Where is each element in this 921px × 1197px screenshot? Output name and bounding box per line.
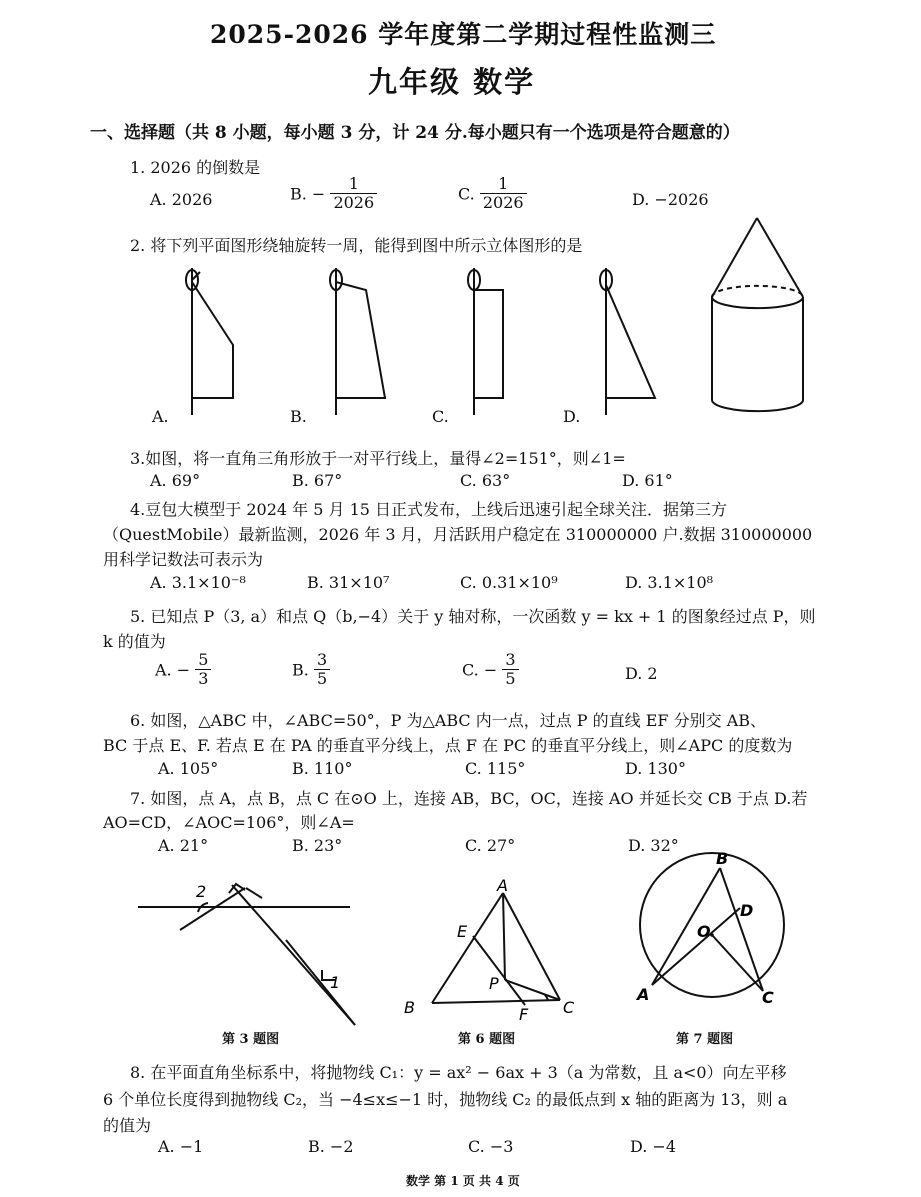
q6-line-2: BC 于点 E、F. 若点 E 在 PA 的垂直平分线上，点 F 在 PC 的垂直平分线上，则∠APC 的度数为 bbox=[103, 736, 793, 755]
q6-line-1: 6. 如图，△ABC 中，∠ABC=50°，P 为△ABC 内一点，过点 P 的直线 EF 分别交 AB、 bbox=[130, 711, 767, 730]
q7-line-1: 7. 如图，点 A，点 B，点 C 在⊙O 上，连接 AB，BC，OC，连接 AO 并延长交 CB 于点 D.若 bbox=[130, 789, 808, 808]
fraction-numerator: 5 bbox=[198, 650, 209, 669]
q1-stem: 1. 2026 的倒数是 bbox=[130, 158, 261, 177]
fig6-label-c: C bbox=[563, 998, 575, 1017]
q6-option-b: B. 110° bbox=[292, 759, 353, 778]
fig6-label-f: F bbox=[519, 1005, 529, 1024]
fig7-label-b: B bbox=[716, 849, 729, 868]
q5-option-d: D. 2 bbox=[625, 664, 658, 683]
fig6-label-p: P bbox=[489, 974, 499, 993]
fig7-label-d: D bbox=[740, 901, 754, 920]
q1-option-a: A. 2026 bbox=[150, 190, 213, 209]
q5-line-1: 5. 已知点 P（3, a）和点 Q（b,−4）关于 y 轴对称，一次函数 y = kx + 1 的图象经过点 P，则 bbox=[130, 607, 816, 626]
q3-option-a: A. 69° bbox=[150, 471, 201, 490]
q8-line-3: 的值为 bbox=[103, 1116, 152, 1135]
q8-option-c: C. −3 bbox=[468, 1137, 514, 1156]
fraction-numerator: 1 bbox=[348, 174, 359, 193]
fraction-denominator: 2026 bbox=[330, 193, 377, 212]
q5-line-2: k 的值为 bbox=[103, 632, 166, 651]
fig6-label-b: B bbox=[404, 998, 415, 1017]
q4-line-3: 用科学记数法可表示为 bbox=[103, 550, 264, 569]
q6-option-d: D. 130° bbox=[625, 759, 686, 778]
fig7-label-a: A bbox=[637, 985, 650, 1004]
q2-stem: 2. 将下列平面图形绕轴旋转一周，能得到图中所示立体图形的是 bbox=[130, 236, 583, 255]
q1-option-c-label: C. bbox=[458, 184, 475, 204]
fraction-numerator: 1 bbox=[498, 174, 509, 193]
fraction-denominator: 3 bbox=[195, 669, 211, 688]
q4-option-a: A. 3.1×10⁻⁸ bbox=[150, 573, 246, 592]
fig3-caption: 第 3 题图 bbox=[222, 1032, 280, 1047]
fraction-denominator: 2026 bbox=[480, 193, 527, 212]
q4-option-c: C. 0.31×10⁹ bbox=[460, 573, 558, 592]
exam-title: 2025-2026 学年度第二学期过程性监测三 bbox=[210, 20, 717, 49]
q7-option-a: A. 21° bbox=[158, 836, 209, 855]
exam-subtitle: 九年级 数学 bbox=[368, 65, 536, 99]
q3-option-c: C. 63° bbox=[460, 471, 511, 490]
q7-option-b: B. 23° bbox=[292, 836, 343, 855]
q2-option-c: C. bbox=[432, 407, 449, 426]
q3-option-d: D. 61° bbox=[622, 471, 673, 490]
q4-option-d: D. 3.1×10⁸ bbox=[625, 573, 714, 592]
q8-option-a: A. −1 bbox=[158, 1137, 204, 1156]
q7-option-c: C. 27° bbox=[465, 836, 516, 855]
q6-option-a: A. 105° bbox=[158, 759, 219, 778]
fig6-caption: 第 6 题图 bbox=[458, 1032, 516, 1047]
fig6-label-a: A bbox=[497, 876, 508, 895]
q3-stem: 3.如图，将一直角三角形放于一对平行线上，量得∠2=151°，则∠1= bbox=[130, 449, 626, 468]
fig3-label-2: 2 bbox=[196, 882, 207, 901]
fig3-label-1: 1 bbox=[330, 973, 341, 992]
q1-option-d: D. −2026 bbox=[632, 190, 709, 209]
q5-option-b-label: B. bbox=[292, 660, 309, 680]
fig6-label-e: E bbox=[457, 922, 468, 941]
q4-line-1: 4.豆包大模型于 2024 年 5 月 15 日正式发布，上线后迅速引起全球关注．据第三方 bbox=[130, 500, 728, 519]
q3-option-b: B. 67° bbox=[292, 471, 343, 490]
fraction-denominator: 5 bbox=[502, 669, 518, 688]
q6-option-c: C. 115° bbox=[465, 759, 526, 778]
q7-line-2: AO=CD，∠AOC=106°，则∠A= bbox=[103, 813, 355, 832]
q8-option-b: B. −2 bbox=[308, 1137, 354, 1156]
q5-option-a-label: A. − bbox=[155, 660, 191, 680]
q2-option-d: D. bbox=[563, 407, 581, 426]
section-heading: 一、选择题（共 8 小题，每小题 3 分，计 24 分.每小题只有一个选项是符合题意的） bbox=[90, 123, 740, 143]
q1-option-b-label: B. − bbox=[290, 184, 326, 204]
q8-line-1: 8. 在平面直角坐标系中，将抛物线 C₁：y = ax² − 6ax + 3（a 为常数，且 a<0）向左平移 bbox=[130, 1063, 787, 1082]
fraction-numerator: 3 bbox=[505, 650, 516, 669]
fraction-denominator: 5 bbox=[314, 669, 330, 688]
fig7-label-o: O bbox=[697, 922, 711, 941]
q5-option-c-label: C. − bbox=[462, 660, 498, 680]
q8-option-d: D. −4 bbox=[630, 1137, 677, 1156]
q2-option-a: A. bbox=[152, 407, 169, 426]
q8-line-2: 6 个单位长度得到抛物线 C₂，当 −4≤x≤−1 时，抛物线 C₂ 的最低点到 x 轴的距离为 13，则 a bbox=[103, 1090, 788, 1109]
fraction-numerator: 3 bbox=[316, 650, 328, 669]
figure-7 bbox=[640, 853, 784, 997]
q4-option-b: B. 31×10⁷ bbox=[307, 573, 390, 592]
q7-option-d: D. 32° bbox=[628, 836, 679, 855]
figure-3 bbox=[138, 884, 355, 1025]
q2-option-b: B. bbox=[290, 407, 307, 426]
q4-line-2: （QuestMobile）最新监测，2026 年 3 月，月活跃用户稳定在 310000000 户.数据 310000000 bbox=[103, 525, 813, 544]
page-footer: 数学 第 1 页 共 4 页 bbox=[406, 1174, 520, 1188]
fig7-caption: 第 7 题图 bbox=[676, 1032, 734, 1047]
fig7-label-c: C bbox=[762, 988, 774, 1007]
